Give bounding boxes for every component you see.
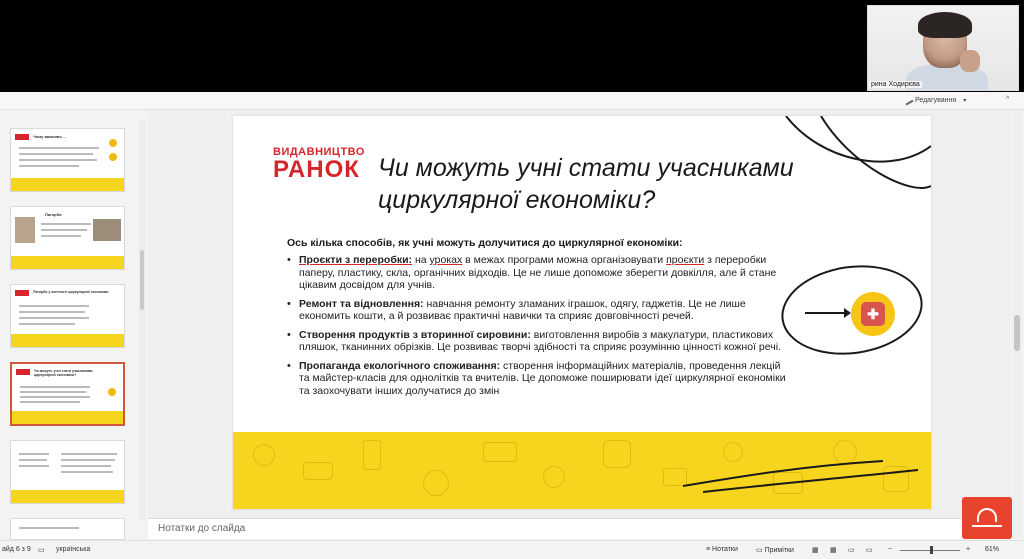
publisher-logo: РАНОК xyxy=(273,156,360,183)
thumbnail-row[interactable] xyxy=(0,128,140,194)
collapse-ribbon-icon[interactable]: ^ xyxy=(1006,96,1010,103)
scribble-line xyxy=(683,446,923,496)
notes-button[interactable]: ≡ Нотатки xyxy=(706,546,738,553)
thumbnail-row[interactable] xyxy=(0,284,140,350)
participant-hand xyxy=(960,50,980,72)
bullet-text: навчання ремонту зламаних іграшок, одягу, гаджетів. Це не лише економить кошти, а й розвиває практичні навички та сприяє довговічності речей. xyxy=(299,297,746,322)
participant-hair xyxy=(918,12,972,38)
bullet-text: виготовлення виробів з макулатури, пластикових пляшок, тканинних обрізків. Це розвиває творчі здібності та сприяє розумінню цінності кожної речі. xyxy=(299,328,781,353)
thumbnail-row[interactable] xyxy=(0,362,140,428)
bullet-text-link: проєкти xyxy=(666,254,705,266)
thumb-logo xyxy=(15,290,29,296)
bullet-item xyxy=(286,329,786,354)
slide[interactable] xyxy=(233,116,931,509)
status-bar xyxy=(0,540,1024,559)
zoom-level[interactable]: 61% xyxy=(985,546,1000,553)
bullet-list[interactable] xyxy=(286,254,786,403)
bullet-heading: Створення продуктів з вторинної сировини: xyxy=(299,328,531,341)
publisher-logo-top: ВИДАВНИЦТВО xyxy=(273,146,365,158)
bullet-item xyxy=(286,254,786,292)
reading-view-icon[interactable]: ▭ xyxy=(848,547,855,554)
accessibility-icon[interactable]: ▭ xyxy=(38,547,45,554)
edit-plus-icon: ✚ xyxy=(861,302,885,326)
slide-thumbnail-6-active[interactable] xyxy=(10,362,125,426)
bullet-item xyxy=(286,360,786,398)
intro-text[interactable]: Ось кілька способів, як учні можуть долучитися до циркулярної економіки: xyxy=(287,237,683,249)
chevron-down-icon: ▾ xyxy=(963,97,967,104)
thumbnail-scrollbar[interactable] xyxy=(139,120,145,520)
bullet-text: з переробки паперу, пластику, скла, органічних відходів. Це не лише допоможе зберегти довкілля, але й стане цікавим досвідом для учнів. xyxy=(299,254,777,291)
bullet-heading: Ремонт та відновлення: xyxy=(299,297,424,310)
zoom-in-icon[interactable]: + xyxy=(966,546,971,553)
thumb-logo xyxy=(16,369,30,375)
participant-video[interactable] xyxy=(867,5,1019,91)
notes-placeholder: Нотатки до слайда xyxy=(158,523,246,534)
slide-counter: айд 6 з 9 xyxy=(2,546,31,553)
canvas-scrollbar[interactable] xyxy=(1012,110,1022,538)
bullet-text: в межах програми можна організовувати xyxy=(462,254,667,266)
slide-title[interactable] xyxy=(378,152,858,216)
thumb-title: Чому важливо ... xyxy=(33,134,67,139)
comments-button-label: Примітки xyxy=(764,547,794,554)
arrow-icon xyxy=(805,312,849,314)
pencil-icon xyxy=(903,95,914,106)
thumbnail-row[interactable] xyxy=(0,440,140,506)
slide-sorter-icon[interactable]: ▦ xyxy=(830,547,837,554)
thumb-title: Пагорби у контексті циркулярної економіки xyxy=(33,290,109,294)
channel-logo-icon xyxy=(962,497,1012,539)
normal-view-icon[interactable]: ▦ xyxy=(812,547,819,554)
thumbnail-row[interactable] xyxy=(0,206,140,272)
bullet-text: на xyxy=(412,254,430,266)
slide-title-line1: Чи можуть учні стати учасниками xyxy=(378,154,794,182)
bullet-item xyxy=(286,298,786,323)
slide-thumbnail-3[interactable] xyxy=(10,128,125,192)
slide-thumbnail-pane xyxy=(0,110,140,540)
slide-thumbnail-5[interactable] xyxy=(10,284,125,348)
yellow-doodle-banner xyxy=(233,432,931,509)
ribbon-bar xyxy=(0,92,1024,110)
slide-thumbnail-4[interactable] xyxy=(10,206,125,270)
slide-thumbnail-8[interactable] xyxy=(10,518,125,540)
editing-mode-label: Редагування xyxy=(915,96,957,104)
comments-button[interactable]: ▭ Примітки xyxy=(756,547,794,554)
language-indicator[interactable]: українська xyxy=(56,546,91,553)
bullet-text: створення інформаційних матеріалів, проведення лекцій та майстер-класів для однолітків та вчителів. Це допоможе поширювати ідеї циркулярної економіки та заохочувати інших долучатися до змін xyxy=(299,359,786,397)
canvas-scroll-thumb[interactable] xyxy=(1014,315,1020,351)
editing-mode-button[interactable] xyxy=(904,96,966,104)
slide-title-line2: циркулярної економіки? xyxy=(378,186,656,214)
thumb-logo xyxy=(15,134,29,140)
thumbnail-scroll-thumb[interactable] xyxy=(140,250,144,310)
speaker-notes-area[interactable] xyxy=(148,518,1010,539)
slide-thumbnail-7[interactable] xyxy=(10,440,125,504)
notes-button-label: Нотатки xyxy=(712,546,738,553)
participant-name: рина Ходирєва xyxy=(871,81,920,88)
bullet-text-link: уроках xyxy=(429,254,463,266)
thumb-title: Чи можуть учні стати учасниками циркулярної економіки? xyxy=(34,369,93,377)
bullet-heading: Пропаганда екологічного споживання: xyxy=(299,359,501,372)
slideshow-icon[interactable]: ▭ xyxy=(866,547,873,554)
bullet-heading: Проєкти з переробки: xyxy=(299,254,413,266)
thumb-title: Пагорби xyxy=(45,212,62,217)
zoom-slider-thumb[interactable] xyxy=(930,546,933,554)
zoom-out-icon[interactable]: − xyxy=(888,546,893,553)
